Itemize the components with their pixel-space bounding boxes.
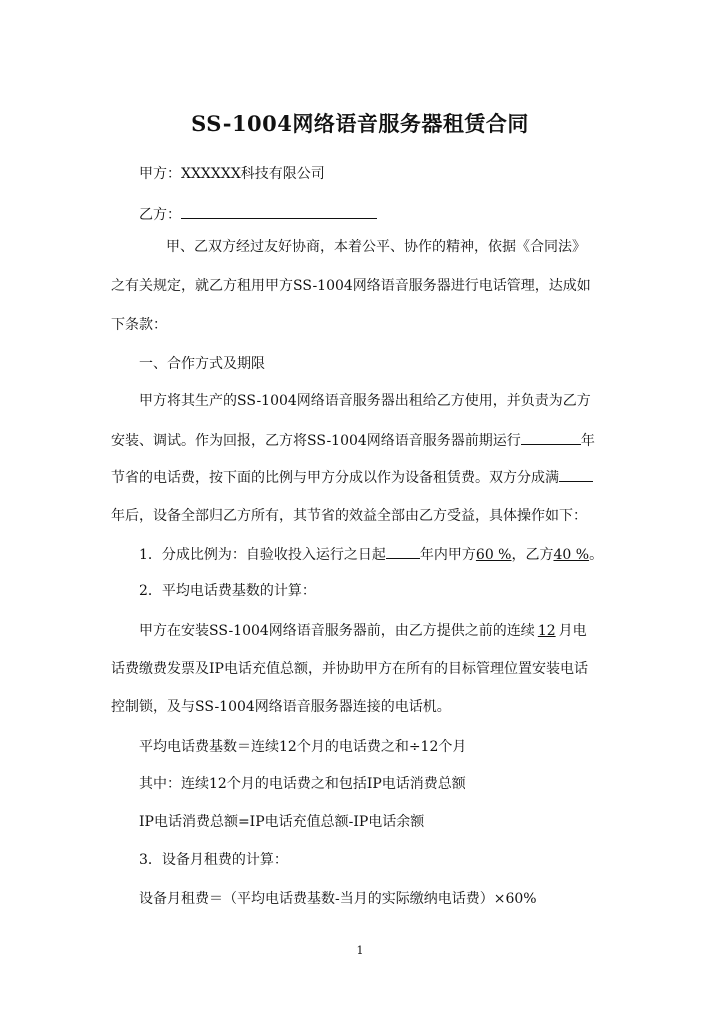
formula-ip-total: IP电话消费总额=IP电话充值总额-IP电话余额 (139, 814, 425, 830)
item1-text-c: ，乙方 (511, 547, 554, 563)
intro-line-1: 甲、乙双方经过友好协商，本着公平、协作的精神，依据《合同法》 (166, 239, 586, 255)
intro-line-2: 之有关规定，就乙方租用甲方SS-1004网络语音服务器进行电话管理，达成如 (111, 278, 591, 294)
formula-average-base: 平均电话费基数＝连续12个月的电话费之和÷12个月 (139, 739, 467, 755)
item1-years-blank (386, 543, 420, 559)
item2-heading: 2．平均电话费基数的计算： (139, 583, 316, 599)
section1-line-2-year: 年 (580, 433, 595, 449)
months-count: 12 (537, 623, 556, 639)
formula-note: 其中：连续12个月的电话费之和包括IP电话消费总额 (139, 776, 466, 792)
item3-heading: 3．设备月租费的计算： (139, 852, 288, 868)
section1-line-3-text: 节省的电话费，按下面的比例与甲方分成以作为设备租赁费。双方分成满 (111, 470, 559, 486)
item2-line-3: 控制锁，及与SS-1004网络语音服务器连接的电话机。 (111, 699, 451, 715)
years-run-blank (521, 429, 581, 445)
party-b-percentage: 40 % (553, 547, 590, 563)
section1-line-2-text: 安装、调试。作为回报，乙方将SS-1004网络语音服务器前期运行 (111, 433, 521, 449)
party-b-label: 乙方： (139, 207, 181, 223)
item2-line-1-end: 月电 (558, 623, 587, 639)
section1-line-3 (111, 466, 593, 488)
party-a-percentage: 60 % (475, 547, 512, 563)
item2-line-1 (139, 621, 587, 641)
share-years-blank (559, 466, 593, 482)
item2-line-1-text: 甲方在安装SS-1004网络语音服务器前，由乙方提供之前的连续 (139, 623, 535, 639)
section1-heading: 一、合作方式及期限 (139, 356, 265, 372)
party-b-blank (181, 203, 377, 219)
party-a-line: 甲方：XXXXXX科技有限公司 (139, 166, 325, 182)
page-number: 1 (356, 944, 364, 957)
contract-title: SS-1004网络语音服务器租赁合同 (191, 111, 529, 136)
section1-line-4: 年后，设备全部归乙方所有，其节省的效益全部由乙方受益，具体操作如下： (111, 508, 587, 524)
item1-text-d: 。 (589, 547, 604, 563)
formula-monthly-rent: 设备月租费＝（平均电话费基数-当月的实际缴纳电话费）×60% (139, 891, 537, 907)
item2-line-2: 话费缴费发票及IP电话充值总额，并协助甲方在所有的目标管理位置安装电话 (111, 661, 588, 677)
item1-line (139, 543, 603, 565)
section1-line-1: 甲方将其生产的SS-1004网络语音服务器出租给乙方使用，并负责为乙方 (139, 393, 591, 409)
item1-text-a: 1．分成比例为：自验收投入运行之日起 (139, 547, 386, 563)
item1-text-b: 年内甲方 (419, 547, 476, 563)
party-b-line (139, 203, 377, 225)
section1-line-2 (111, 429, 595, 451)
intro-line-3: 下条款： (111, 317, 167, 333)
